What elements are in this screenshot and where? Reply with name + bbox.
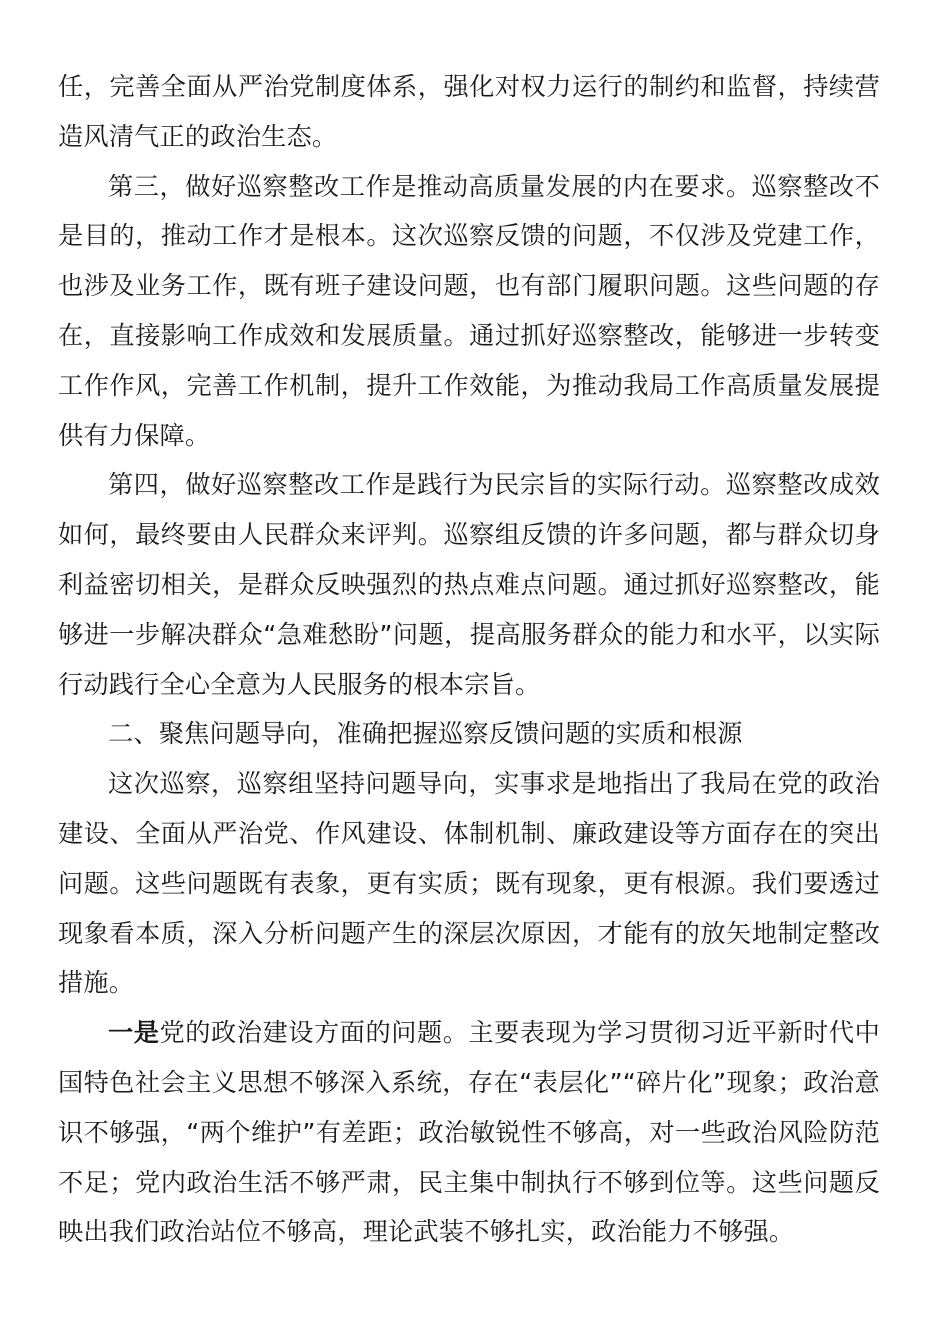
paragraph-third-point: 第三，做好巡察整改工作是推动高质量发展的内在要求。巡察整改不是目的，推动工作才是根本。这次巡察反馈的问题，不仅涉及党建工作，也涉及业务工作，既有班子建设问题，也有部门履职问题。这些问题的存在，直接影响工作成效和发展质量。通过抓好巡察整改，能够进一步转变工作作风，完善工作机制，提升工作效能，为推动我局工作高质量发展提供有力保障。 [58,171,880,450]
paragraph-inspection-overview: 这次巡察，巡察组坚持问题导向，实事求是地指出了我局在党的政治建设、全面从严治党、作风建设、体制机制、廉政建设等方面存在的突出问题。这些问题既有表象，更有实质；既有现象，更有根源。我们要透过现象看本质，深入分析问题产生的深层次原因，才能有的放矢地制定整改措施。 [58,769,880,998]
paragraph-fourth-point: 第四，做好巡察整改工作是践行为民宗旨的实际行动。巡察整改成效如何，最终要由人民群众来评判。巡察组反馈的许多问题，都与群众切身利益密切相关，是群众反映强烈的热点难点问题。通过抓好巡察整改，能够进一步解决群众“急难愁盼”问题，提高服务群众的能力和水平，以实际行动践行全心全意为人民服务的根本宗旨。 [58,470,880,699]
paragraph-lead-label: 一是 [108,1018,160,1048]
section-heading-two: 二、聚焦问题导向，准确把握巡察反馈问题的实质和根源 [108,719,743,749]
paragraph-political-building-text: 党的政治建设方面的问题。主要表现为学习贯彻习近平新时代中国特色社会主义思想不够深入系统，存在“表层化”“碎片化”现象；政治意识不够强，“两个维护”有差距；政治敏锐性不够高，对一些政治风险防范不足；党内政治生活不够严肃，民主集中制执行不够到位等。这些问题反映出我们政治站位不够高，理论武装不够扎实，政治能力不够强。 [58,1018,880,1247]
document-body [58,62,880,1257]
paragraph-political-building [58,1008,880,1257]
paragraph-continuation: 任，完善全面从严治党制度体系，强化对权力运行的制约和监督，持续营造风清气正的政治生态。 [58,72,880,151]
